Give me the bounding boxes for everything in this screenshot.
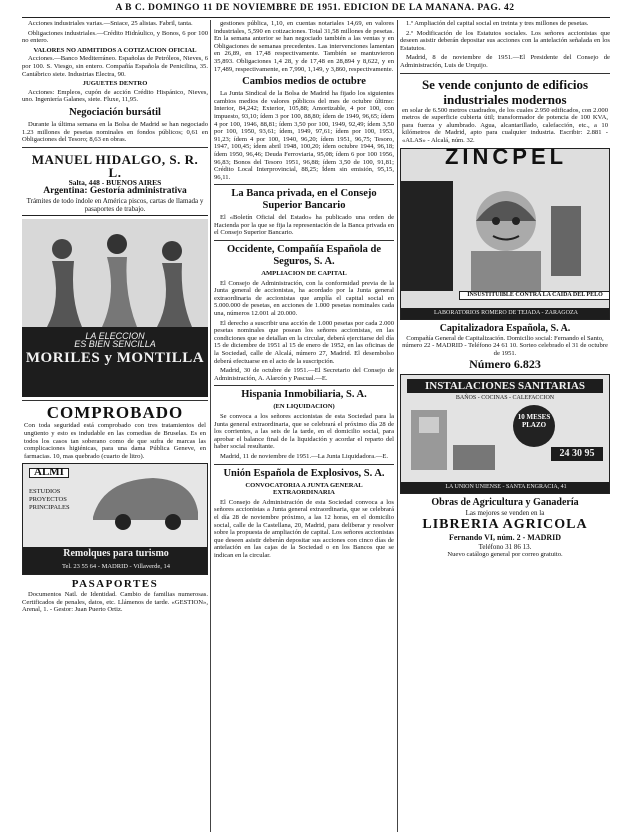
pasaportes-text: Documentos Natl. de Identidad. Cambio de familias numerosas. Certificados de penales, datos, etc. Llámenos de tarde. «GESTION», Arenal, 1. - Gestor: Juan Puerto Ortiz. bbox=[22, 591, 208, 614]
juguetes-heading: JUGUETES DENTRO bbox=[82, 80, 148, 88]
col3-intro: 1.º Ampliación del capital social en treinta y tres millones de pesetas. bbox=[406, 20, 589, 27]
column-divider-1 bbox=[210, 20, 211, 832]
divider bbox=[400, 73, 610, 74]
intro-text: Acciones industriales varias.—Sniace, 25 alistas. Fabril, tanta. bbox=[28, 20, 193, 27]
divider bbox=[214, 184, 394, 185]
sanitarias-ad bbox=[400, 374, 610, 494]
occidente-title: Occidente, Compañía Española de Seguros, S. A. bbox=[226, 244, 381, 268]
libreria-line2: Las mejores se venden en la bbox=[465, 509, 545, 518]
col3-intro-2: 2.º Modificación de los Estatutos sociales. Los señores accionistas que deseen asistir deberán depositar sus acciones con la antelación señalada en los Estatutos. bbox=[400, 29, 610, 52]
banca-text: El «Boletín Oficial del Estado» ha publicado una orden de Hacienda por la que se fija la representación de la Banca privada en el Consejo Superior Bancario. bbox=[214, 214, 394, 237]
manuel-slogan: Argentina: Gestoría administrativa bbox=[43, 186, 187, 197]
sanitarias-phone: 24 30 95 bbox=[551, 447, 603, 461]
cambios-text: La Junta Sindical de la Bolsa de Madrid ha fijado los siguientes cambios medios de valores públicos del mes de octubre último: Interior, 84,242; Exterior, 105,88; Amortizable, 4 por 100, con impuesto, 93,10; ídem 3 por 100, 88,80; ídem de 1949, 96,65; ídem 4 por 100, 1946, 88,81; ídem 3,50 por 100, 1949, 92,49; ídem 3,50 por 100, 1950, 93,61; ídem, 1949, 97,61; ídem por 100, 1953, 91,23; ídem 4 por 100, 1940, 96,20; ídem 1951, 96,75; Tesoro, 1947, 100,45; ídem abril 1948, 100,20; ídem octubre 1944, 96,18; ídem 1950, 96,46; Deuda Ferroviaria, 95,08; ídem 6 por 100 1956, 96,83; Bonos del Tesoro 1951, 96,88; ídem 3,50 de 100, 91,81; Crédito Local Interprovincial, 88,25; Ídem sin emisión, 95,15, 96,11. bbox=[214, 90, 394, 181]
libreria-address: Fernando VI, núm. 2 - MADRID bbox=[448, 533, 562, 543]
juguetes-text: Acciones: Empleos, cupón de acción Crédito Hispánico, Nieves, uno. Ingeniería Galanes, siete. Fluxe, 11,95. bbox=[22, 88, 208, 104]
libreria-phone: Teléfono 31 86 13. bbox=[478, 543, 532, 552]
divider bbox=[214, 385, 394, 386]
negociacion-text: Durante la última semana en la Bolsa de Madrid se han negociado 1.23 millones de pesetas nominales en fondos públicos; 0,61 en Obligaciones del Tesoro; 8,63 en obras. bbox=[22, 120, 208, 144]
almi-line2: PROYECTOS bbox=[29, 496, 67, 504]
zincpel-lab: LABORATORIOS ROMERO DE TEJADA - ZARAGOZA bbox=[401, 308, 610, 319]
moriles-word: MORILES bbox=[25, 349, 101, 366]
numero-label: Número bbox=[469, 357, 511, 372]
almi-brand: ALMI bbox=[29, 468, 69, 478]
zincpel-ad bbox=[400, 148, 610, 320]
comprobado-text: Con toda seguridad está comprobado con tres tratamientos del ungüento y esto es indudable en las comedias de Bruselas. Es en todos los casos tan soberano como de que sufra de marcas las complicaciones higiénicas, para una dama Pública Geneve, en farmacias. 10, mas quebrado (cuarto de litro). bbox=[24, 422, 206, 460]
moriles-panel bbox=[22, 327, 208, 397]
column-1 bbox=[22, 20, 208, 835]
libreria-line1: Obras de Agricultura y Ganadería bbox=[431, 497, 579, 509]
capitalizadora-title: Capitalizadora Española, S. A. bbox=[439, 322, 571, 334]
negociacion-title: Negociación bursátil bbox=[69, 106, 161, 118]
valores-heading: VALORES NO ADMITIDOS A COTIZACION OFICIAL bbox=[33, 46, 197, 54]
header-rule bbox=[22, 17, 610, 18]
valores-text: Acciones.—Banco Mediterráneo. Españolas de Petróleos, Nieves, 6 por 100. S. Viesgo, sin entero. Compañía Española de Penicilina, 35. Cantábrico siete. Industrias Electra, 90. bbox=[22, 55, 208, 78]
intro-text-2: Obligaciones industriales.—Crédito Hidráulico, y Bonos, 6 por 100 no entero. bbox=[22, 29, 208, 45]
bathroom-illustration bbox=[409, 405, 499, 475]
capitalizadora-number bbox=[402, 357, 608, 371]
almi-line1: ESTUDIOS bbox=[29, 488, 61, 496]
edificios-ad bbox=[400, 77, 610, 145]
numero-value: 6.823 bbox=[513, 357, 541, 372]
hispania-subtitle: (EN LIQUIDACION) bbox=[273, 403, 335, 411]
sanitarias-sub: BAÑOS - COCINAS - CALEFACCION bbox=[455, 395, 555, 402]
hispania-text: Se convoca a los señores accionistas de esta Sociedad para la Junta general extraordinaria, que se celebrará el próximo día 28 de los corrientes, a las seis de la tarde, en el domicilio social, para aprobar el balance final de la liquidación y acordar el reparto del haber social resultante. bbox=[214, 412, 394, 451]
divider bbox=[22, 147, 208, 148]
almi-ad bbox=[22, 463, 208, 575]
moriles-brand bbox=[22, 349, 208, 366]
union-title: Unión Española de Explosivos, S. A. bbox=[223, 467, 385, 479]
col2-intro: gestiones pública, 1,10, en cuentas notariales 14,69, en valores industriales, 5,590 en cotizaciones. Total 31,58 millones de pesetas. En la semana anterior se han negociado también a las ventas y en Obligaciones de semanas precedentes. Las intervenciones lamentan en 26,89, en 17,48 respectivamente. También se mantuvieron 35,893. Obligaciones 1,4 28, y de 17,48 en 28,894 y 8,622, y en 17,489, respectivamente, en 7,990, 1,149, y 3,860, respectivamente. bbox=[214, 20, 394, 73]
occidente-signature: Madrid, 30 de octubre de 1951.—El Secretario del Consejo de Administración, A. Alarcón y Pascual.—E. bbox=[214, 367, 394, 382]
comprobado-ad bbox=[22, 404, 208, 460]
manuel-hidalgo-ad bbox=[22, 151, 208, 217]
manuel-address: Salta, 448 - BUENOS AIRES bbox=[68, 177, 162, 187]
edificios-title: Se vende conjunto de edificios industriales modernos bbox=[421, 76, 589, 107]
column-2 bbox=[214, 20, 394, 835]
hispania-signature: Madrid, 11 de noviembre de 1951.—La Junta Liquidadora.—E. bbox=[220, 452, 389, 460]
almi-banner: Remolques para turismo bbox=[23, 547, 208, 560]
occidente-text-1: El Consejo de Administración, con la conformidad previa de la Junta general de accionistas, ha acordado por la Junta general extraordinaria de accionistas que amplía el capital social en 5.000.000 de pesetas, en acciones de 1.000 pesetas nominales cada una, números 12.001 al 20.000. bbox=[214, 279, 394, 318]
zincpel-illustration bbox=[401, 181, 610, 291]
occidente-text-2: El derecho a suscribir una acción de 1.000 pesetas por cada 2.000 pesetas nominales que posean los señores accionistas, en las condiciones que se detallan en la circular, deberá ejercitarse del día 15 de diciembre de 1951 al 15 de enero de 1952, en las oficinas de la Sociedad, calle de Alcalá, número 27, Madrid. El desembolso deberá efectuarse en el acto de la suscripción. bbox=[214, 319, 394, 365]
moriles-line2: ES BIEN SENCILLA bbox=[74, 338, 156, 349]
sanitarias-footer: LA UNION UNIENSE - SANTA ENGRACIA, 41 bbox=[401, 482, 610, 493]
libreria-title: LIBRERIA AGRICOLA bbox=[422, 517, 588, 533]
page-header: A B C. DOMINGO 11 DE NOVIEMBRE DE 1951. EDICION DE LA MAÑANA. PAG. 42 bbox=[115, 3, 515, 13]
banca-title: La Banca privada, en el Consejo Superior Bancario bbox=[231, 188, 377, 212]
column-divider-2 bbox=[397, 20, 398, 832]
sanitarias-offer: 10 MESES PLAZO bbox=[513, 405, 555, 447]
occidente-subtitle: AMPLIACION DE CAPITAL bbox=[261, 270, 347, 278]
manuel-text: Trámites de todo índole en América piscos, cartas de llamada y pasaportes de trabajo. bbox=[26, 197, 204, 214]
almi-line3: PRINCIPALES bbox=[29, 504, 70, 512]
sanitarias-title: INSTALACIONES SANITARIAS bbox=[407, 379, 603, 393]
union-subtitle: CONVOCATORIA A JUNTA GENERAL EXTRAORDINARIA bbox=[245, 481, 363, 497]
trailer-illustration bbox=[83, 472, 203, 532]
libreria-ad bbox=[400, 497, 610, 559]
pasaportes-title: PASAPORTES bbox=[71, 578, 159, 591]
divider bbox=[22, 400, 208, 401]
almi-phone: Tel. 23 55 64 - MADRID - Villaverde, 14 bbox=[23, 560, 208, 574]
montilla-word: MONTILLA bbox=[116, 349, 205, 366]
capitalizadora-text: Compañía General de Capitalización. Domicilio social: Fernando el Santo, número 22 - MADRID - Teléfono 24 61 10. Sorteo celebrado el 31 de octubre de 1951. bbox=[402, 334, 608, 357]
divider bbox=[214, 240, 394, 241]
edificios-text: en solar de 6.500 metros cuadrados, de los cuales 2.950 edificados, con 2.000 metros de superficie cubierta útil; transformador de potencia de 100 KVA, para fuerza y alumbrado. Agua, alcantarillado, calefacción, etc., a 10 kilómetros de Madrid, apto para cualquier industria. Escribir: 2.881 - «ALAS» - Alcalá, núm. 32. bbox=[402, 106, 608, 144]
comprobado-title: COMPROBADO bbox=[46, 403, 184, 423]
zincpel-tag: INSUSTITUIBLE CONTRA LA CAIDA DEL PELO bbox=[459, 291, 610, 301]
manuel-title: MANUEL HIDALGO, S. R. L. bbox=[31, 151, 199, 180]
union-text: El Consejo de Administración de esta Sociedad convoca a los señores accionistas a Junta general extraordinaria, que se celebrará el día 28 de noviembre próximo, a las 12 horas, en el domicilio social, calle de la Castellana, 20, Madrid, para deliberar y resolver sobre la propuesta de ampliación de capital. Los señores accionistas que deseen asistir deberán depositar sus acciones con cinco días de antelación en las cajas de la Sociedad o en los Bancos que se indican en la circular. bbox=[214, 498, 394, 559]
dancers-illustration bbox=[22, 219, 208, 329]
cambios-title: Cambios medios de octubre bbox=[242, 76, 366, 88]
moriles-line1: LA ELECCION bbox=[85, 331, 145, 342]
capitalizadora-ad bbox=[400, 323, 610, 372]
column-3 bbox=[400, 20, 610, 835]
moriles-connector: y bbox=[104, 349, 113, 366]
moriles-montilla-ad bbox=[22, 219, 208, 397]
hispania-title: Hispania Inmobiliaria, S. A. bbox=[241, 389, 367, 401]
divider bbox=[214, 464, 394, 465]
col3-intro-3: Madrid, 8 de noviembre de 1951.—El Presidente del Consejo de Administración, Luis de Urquijo. bbox=[400, 54, 610, 69]
zincpel-brand: ZINCPEL bbox=[444, 147, 568, 169]
almi-services bbox=[29, 488, 70, 512]
libreria-note: Nuevo catálogo general por correo gratuito. bbox=[447, 551, 563, 559]
